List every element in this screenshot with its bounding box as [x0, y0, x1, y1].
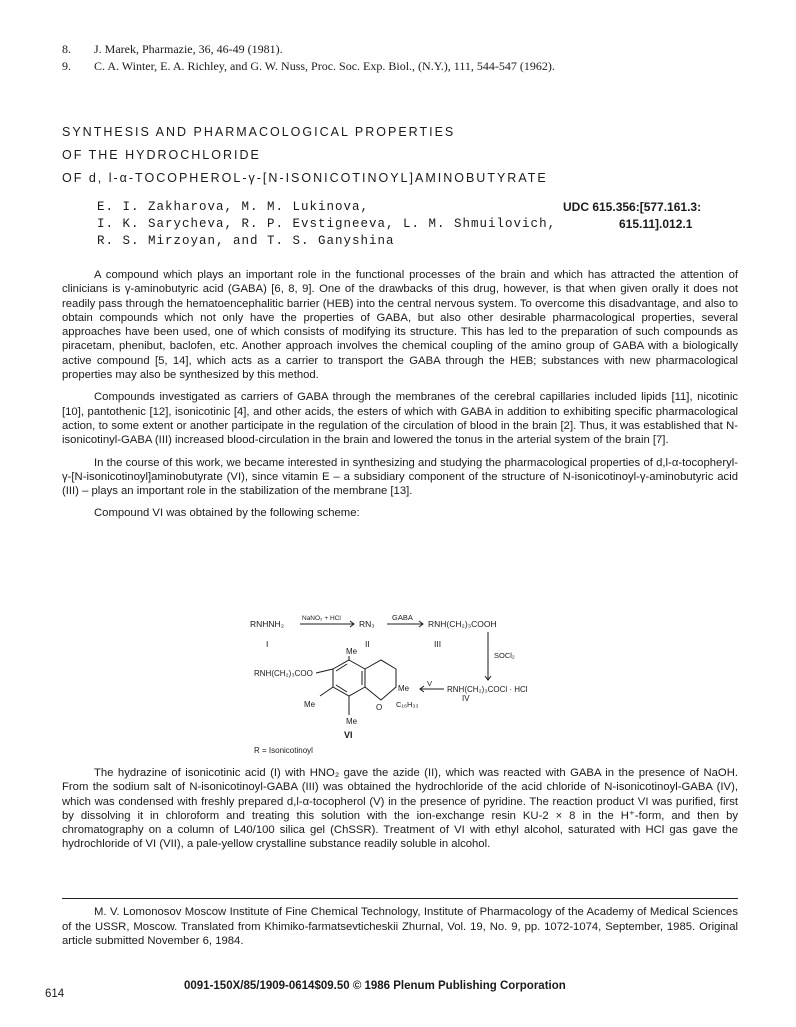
reference-number: 8.: [62, 42, 71, 56]
reaction-scheme-drawing: [250, 610, 590, 758]
r-definition: R = Isonicotinoyl: [254, 746, 313, 755]
reference-text: J. Marek, Pharmazie, 36, 46-49 (1981).: [94, 42, 283, 56]
reference-text: C. A. Winter, E. A. Richley, and G. W. Nuss, Proc. Soc. Exp. Biol., (N.Y.), 111, 544-547 (1962).: [94, 59, 555, 73]
author-line: I. K. Sarycheva, R. P. Evstigneeva, L. M. Shmuilovich,: [97, 217, 557, 231]
udc-line: UDC 615.356:[577.161.3:: [563, 200, 702, 214]
reagent-i: RNHNH₂: [250, 619, 284, 629]
udc-code: [563, 199, 701, 233]
intermediate-ii: RN₃: [359, 619, 375, 629]
udc-line: 615.11].012.1: [619, 217, 693, 231]
vi-substituent: RNH(CH₂)₃COO: [254, 669, 313, 678]
reaction-scheme: [250, 610, 590, 758]
label-ii: II: [365, 639, 370, 649]
ring-oxygen: O: [376, 703, 383, 712]
paragraph: Compounds investigated as carriers of GABA through the membranes of the cerebral capillaries included lipids [11], nicotinic [10], pantothenic [12], isonicotinic [4], and other acids, the esters of which with GABA in addition to exhibiting specific pharmacological action, to some extent or another participate in the regulation of the circulation of blood in the brain [2]. Thus, it was established that N-isonicotinyl-GABA (III) increased blood-circulation in the brain and lowered the tonus in the arterial system of the brain [7].: [62, 391, 738, 447]
arrow-label-nano2: NaNO₂ + HCl: [302, 615, 341, 622]
methyl-top: Me: [346, 647, 358, 656]
reference-item: [40, 58, 760, 75]
author-line: R. S. Mirzoyan, and T. S. Ganyshina: [97, 234, 395, 248]
title-line: OF d, l-α-TOCOPHEROL-γ-[N-ISONICOTINOYL]AMINOBUTYRATE: [62, 171, 548, 185]
article-title: [62, 121, 548, 190]
article-body-continued: [62, 766, 738, 852]
affiliation-text: M. V. Lomonosov Moscow Institute of Fine Chemical Technology, Institute of Pharmacology of the Academy of Medical Sciences of the USSR, Moscow. Translated from Khimiko-farmatsevticheskii Zhurnal, Vol. 19, No. 9, pp. 1072-1074, September, 1985. Original article submitted November 6, 1984.: [62, 906, 738, 947]
reagent-socl2: SOCl₂: [494, 651, 515, 660]
methyl-chroman: Me: [398, 684, 410, 693]
footnote-divider: [62, 898, 738, 899]
title-line: OF THE HYDROCHLORIDE: [62, 148, 261, 162]
phytyl-chain: C₁₆H₃₃: [396, 700, 419, 709]
article-body: [62, 268, 738, 529]
reference-item: [40, 41, 760, 58]
label-i: I: [266, 639, 269, 649]
reference-number: 9.: [62, 59, 71, 73]
arrow-label-gaba: GABA: [392, 613, 413, 622]
paragraph: A compound which plays an important role in the functional processes of the brain and which has attracted the attention of clinicians is γ-aminobutyric acid (GABA) [6, 8, 9]. One of the drawbacks of this drug, however, is that when given orally it does not readily pass through the hematoencephalitic barrier (HEB) into the central nervous system. To overcome this disadvantage, and also to obtain compounds which not only have the properties of GABA, but also other desirable pharmacological properties, several approaches have been used, one of which consists of modifying its structure. This has led to the preparation of such compounds as piracetam, phenibut, baclofen, etc. Another approach involves the chemical coupling of the amino group of GABA with a biologically active compound [5, 14], which acts as a carrier to transport the GABA through the HEB; substances with new pharmacological properties may also be synthesized by this method.: [62, 269, 738, 382]
page-number: 614: [45, 988, 65, 1000]
copyright-line: 0091-150X/85/1909-0614$09.50 © 1986 Plenum Publishing Corporation: [184, 980, 566, 992]
methyl-bottom: Me: [346, 717, 358, 726]
paragraph: In the course of this work, we became interested in synthesizing and studying the pharmacological properties of d,l-α-tocopheryl-γ-[N-isonicotinoyl]aminobutyrate (VI), since vitamin E – a subsidiary component of the structure of N-isonicotinoyl-γ-aminobutyric acid (III) – plays an important role in the stabilization of the membrane [13].: [62, 456, 738, 498]
product-iii: RNH(CH₂)₃COOH: [428, 619, 497, 629]
methyl-left: Me: [304, 700, 316, 709]
label-iii: III: [434, 639, 442, 649]
author-list: [97, 199, 556, 250]
product-iv: RNH(CH₂)₃COCl · HCl: [447, 685, 528, 694]
paragraph: Compound VI was obtained by the following scheme:: [94, 507, 360, 520]
label-vi: VI: [344, 730, 353, 740]
paragraph: The hydrazine of isonicotinic acid (I) with HNO₂ gave the azide (II), which was reacted with GABA in the presence of NaOH. From the sodium salt of N-isonicotinoyl-GABA (III) was obtained the hydrochloride of the acid chloride of N-isonicotinoyl-GABA (IV), which was condensed with freshly prepared d,l-α-tocopherol (V) in the presence of pyridine. The reaction product VI was purified, first by dissolving it in chloroform and treating this solution with the ion-exchange resin KU-2 × 8 in the H⁺-form, and then by chromatography on a column of L40/100 silica gel (ChSSR). Treatment of VI with ethyl alcohol, saturated with HCl gas gave the hydrochloride of VI (VII), a pale-yellow crystalline substance readily soluble in alcohol.: [62, 767, 738, 851]
reference-list: [40, 41, 760, 75]
label-iv: IV: [462, 694, 470, 703]
author-line: E. I. Zakharova, M. M. Lukinova,: [97, 200, 370, 214]
tocopherol-ring-structure: [316, 656, 396, 715]
title-line: SYNTHESIS AND PHARMACOLOGICAL PROPERTIES: [62, 125, 456, 139]
arrow-label-v: V: [427, 679, 433, 688]
affiliation-footnote: [62, 905, 738, 949]
